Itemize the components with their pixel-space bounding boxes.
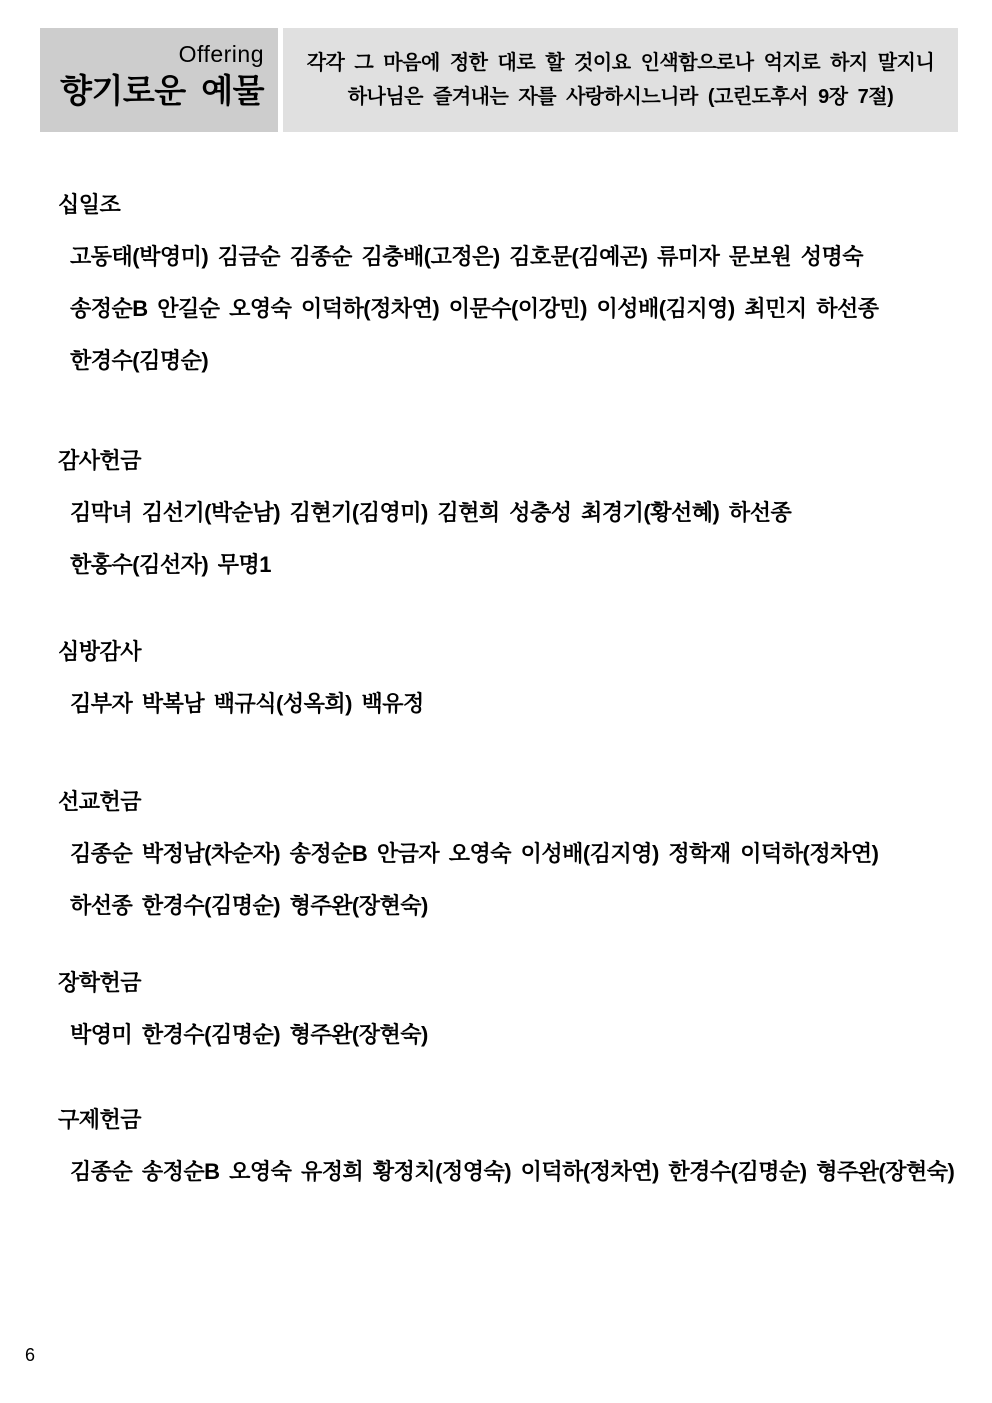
- offering-title-korean: 향기로운 예물: [60, 72, 264, 109]
- name-line: 한경수(김명순): [70, 348, 209, 373]
- offering-section: [58, 790, 964, 918]
- name-line: 김종순 박정남(차순자) 송정순B 안금자 오영숙 이성배(김지영) 정학재 이덕하(정차연): [70, 841, 879, 866]
- name-line: 한홍수(김선자) 무명1: [70, 552, 272, 577]
- name-line: 고동태(박영미) 김금순 김종순 김충배(고정은) 김호문(김예곤) 류미자 문보원 성명숙: [70, 244, 864, 269]
- offering-sections: [58, 193, 964, 1184]
- section-title: 선교헌금: [58, 789, 142, 814]
- offering-section: [58, 193, 964, 373]
- offering-section: [58, 449, 964, 577]
- section-title: 장학헌금: [58, 970, 142, 995]
- section-title: 감사헌금: [58, 448, 142, 473]
- offering-title-box: [40, 28, 278, 132]
- offering-verse-box: [283, 28, 958, 132]
- offering-label-english: Offering: [178, 41, 264, 67]
- name-line: 송정순B 안길순 오영숙 이덕하(정차연) 이문수(이강민) 이성배(김지영) 최민지 하선종: [70, 296, 879, 321]
- section-title: 십일조: [58, 192, 121, 217]
- offering-header-banner: [40, 28, 958, 132]
- offering-section: [58, 640, 964, 716]
- name-line: 김막녀 김선기(박순남) 김현기(김영미) 김현희 성충성 최경기(황선혜) 하선종: [70, 500, 792, 525]
- page-number: 6: [25, 1345, 36, 1365]
- section-title: 구제헌금: [58, 1107, 142, 1132]
- offering-section: [58, 971, 964, 1047]
- section-title: 심방감사: [58, 639, 142, 664]
- verse-line-2: 하나님은 즐겨내는 자를 사랑하시느니라 (고린도후서 9장 7절): [347, 86, 894, 108]
- verse-line-1: 각각 그 마음에 정한 대로 할 것이요 인색함으로나 억지로 하지 말지니: [306, 52, 935, 74]
- name-line: 하선종 한경수(김명순) 형주완(장현숙): [70, 893, 428, 918]
- name-line: 김부자 박복남 백규식(성옥희) 백유정: [70, 691, 424, 716]
- name-line: 박영미 한경수(김명순) 형주완(장현숙): [70, 1022, 428, 1047]
- name-line: 김종순 송정순B 오영숙 유정희 황정치(정영숙) 이덕하(정차연) 한경수(김명순) 형주완(장현숙): [70, 1159, 955, 1184]
- offering-section: [58, 1108, 964, 1184]
